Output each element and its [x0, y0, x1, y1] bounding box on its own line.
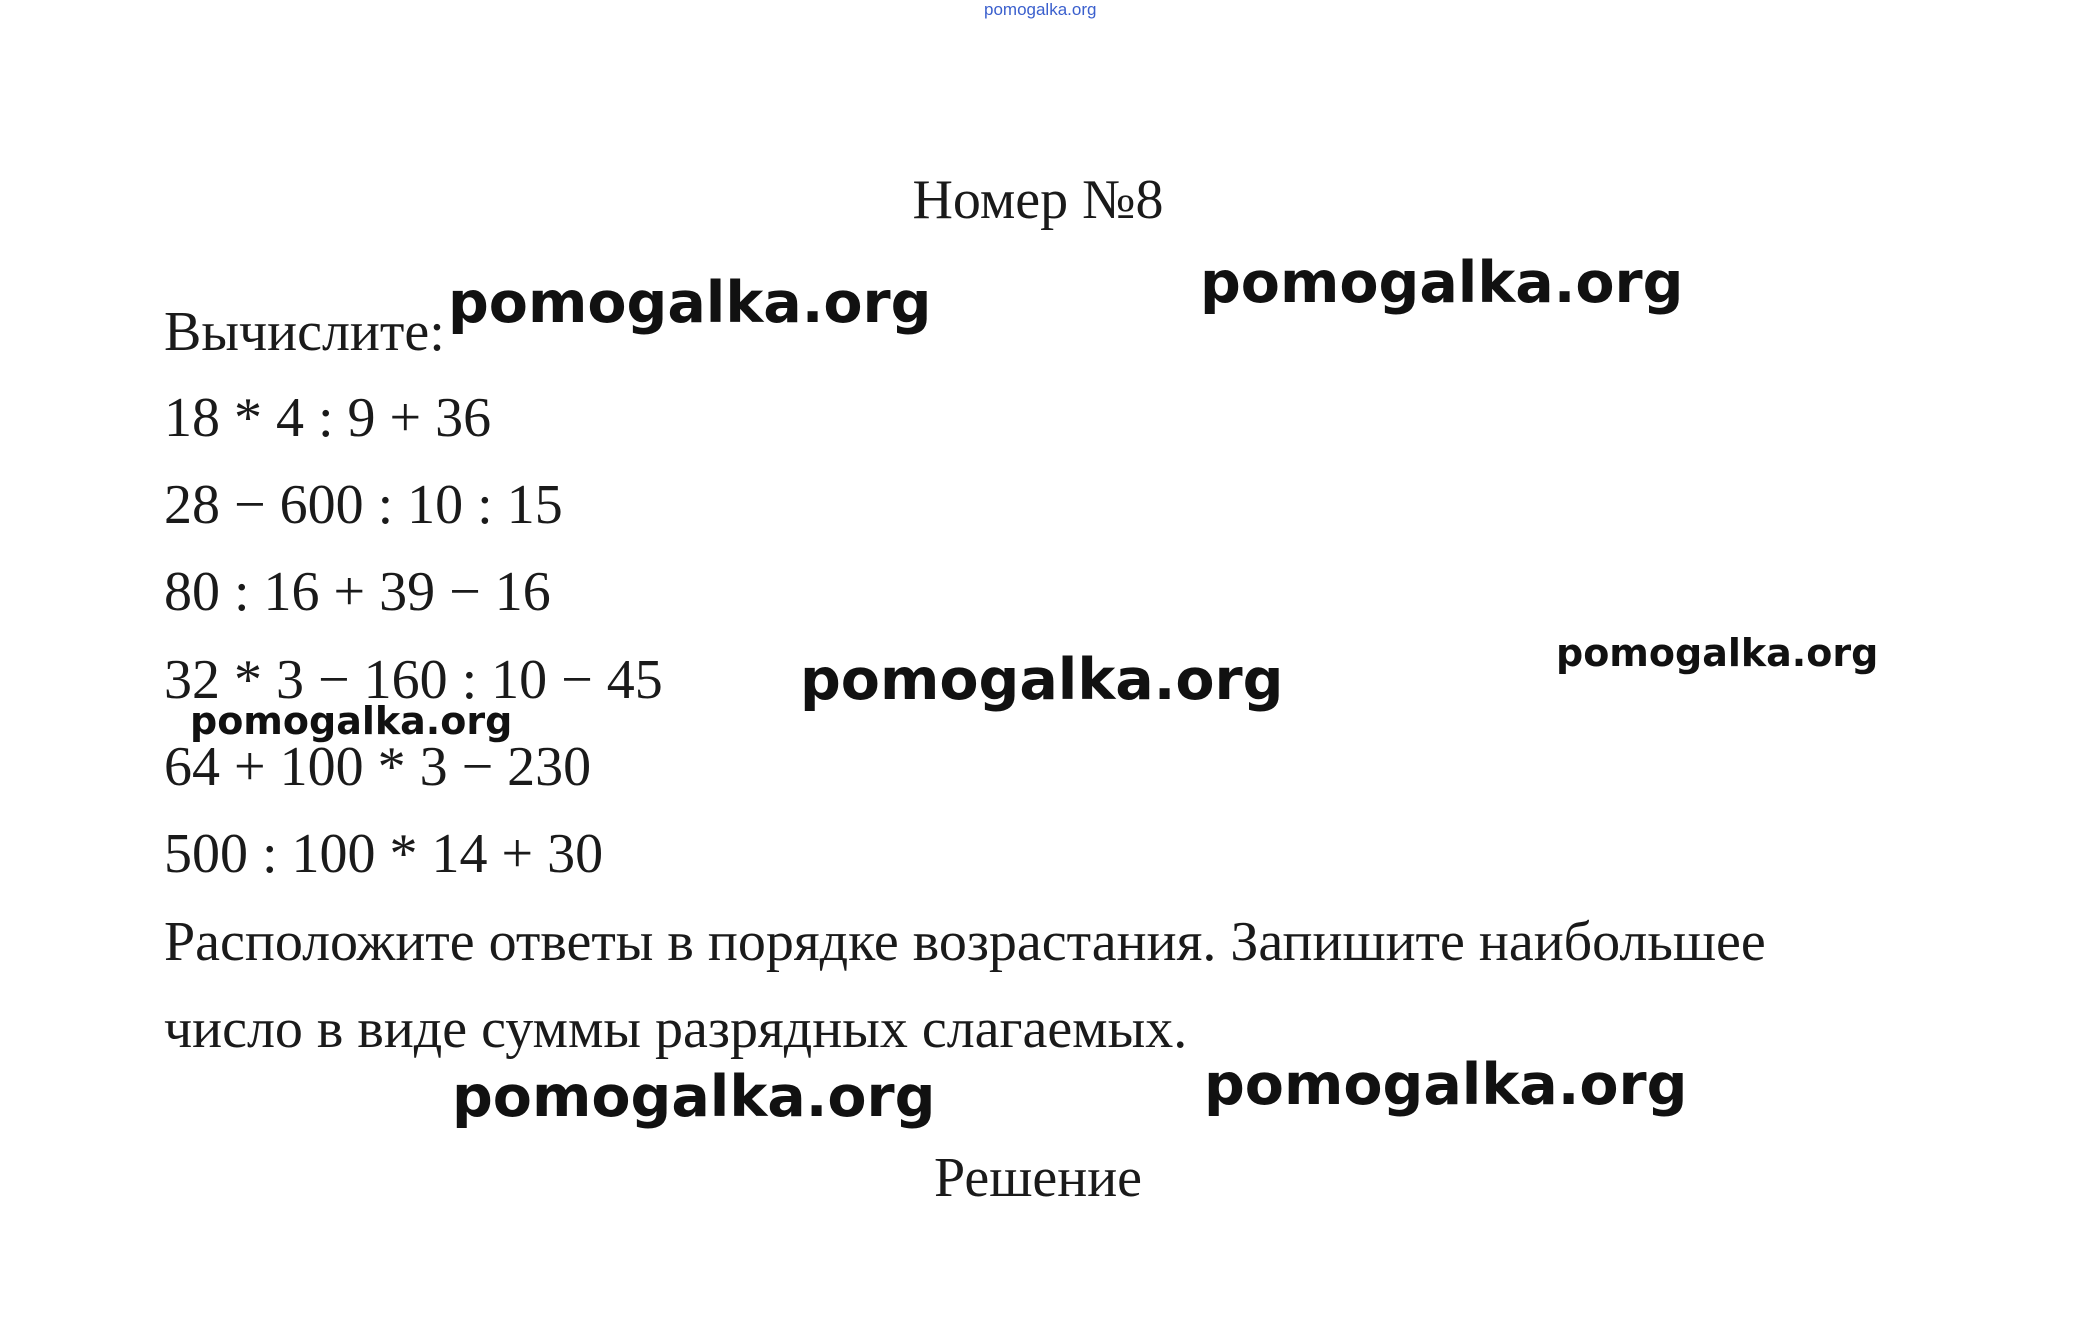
site-link[interactable]: pomogalka.org — [984, 0, 1097, 19]
watermark: pomogalka.org — [1204, 1052, 1688, 1118]
watermark: pomogalka.org — [1200, 250, 1684, 316]
watermark: pomogalka.org — [452, 1064, 936, 1130]
instruction-text: Вычислите: — [164, 301, 445, 363]
task-text-line-2: число в виде суммы разрядных слагаемых. — [164, 998, 1188, 1060]
task-text-line-1: Расположите ответы в порядке возрастания. Запишите наибольшее — [164, 911, 1766, 973]
expression-6: 500 : 100 * 14 + 30 — [164, 823, 604, 885]
watermark: pomogalka.org — [190, 699, 513, 743]
watermark: pomogalka.org — [448, 270, 932, 336]
page-title: Номер №8 — [912, 169, 1164, 231]
expression-1: 18 * 4 : 9 + 36 — [164, 387, 492, 449]
expression-3: 80 : 16 + 39 − 16 — [164, 561, 551, 623]
watermark: pomogalka.org — [1556, 631, 1879, 675]
expression-5: 64 + 100 * 3 − 230 — [164, 736, 592, 798]
expression-4: 32 * 3 − 160 : 10 − 45 — [164, 649, 663, 711]
expression-2: 28 − 600 : 10 : 15 — [164, 474, 563, 536]
solution-heading: Решение — [933, 1147, 1143, 1209]
watermark: pomogalka.org — [800, 647, 1284, 713]
